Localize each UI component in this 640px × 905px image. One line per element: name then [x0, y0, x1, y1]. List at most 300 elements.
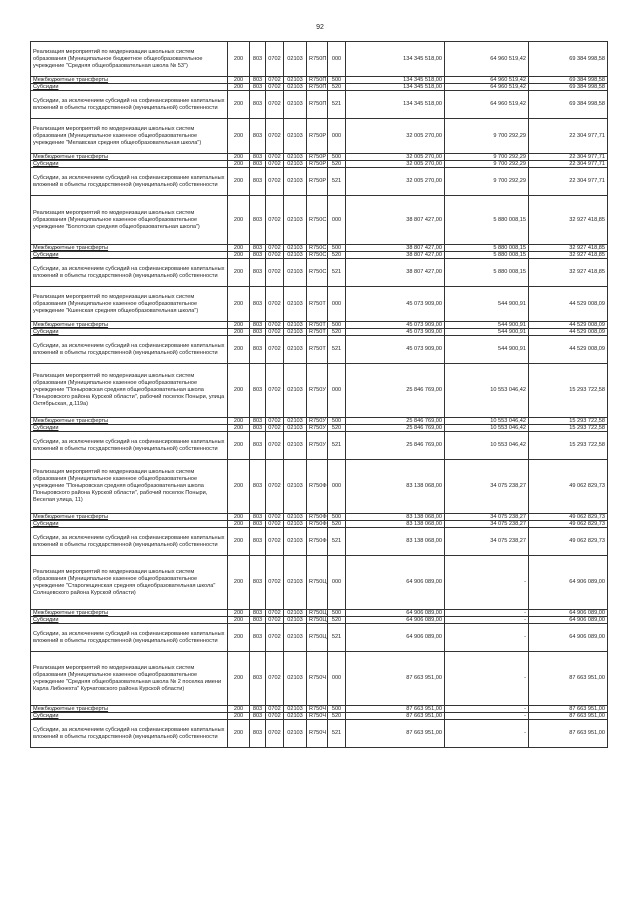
amount-regional: 22 304 977,71: [529, 168, 608, 196]
amount-total: 134 345 518,00: [346, 77, 445, 84]
subsection-code: 0702: [266, 521, 284, 528]
program-code: 02103: [284, 252, 307, 259]
direction-code: R750Т: [307, 336, 328, 364]
row-name: Реализация мероприятий по модернизации школьных систем образования (Муниципальное казенное общеобразовательное учреждение "Поныровская средняя общеобразовательная школа Поныровского района Курской области", рабочий поселок Поныри, улица Октябрьская, д.119а): [31, 364, 228, 418]
amount-total: 83 138 068,00: [346, 460, 445, 514]
amount-federal: 9 700 292,29: [445, 154, 529, 161]
row-name: Субсидии: [31, 84, 228, 91]
program-code: 02103: [284, 720, 307, 748]
program-code: 02103: [284, 652, 307, 706]
amount-federal: -: [445, 624, 529, 652]
table-row: [31, 610, 608, 617]
expense-type-code: 000: [328, 42, 346, 77]
section-code: 803: [250, 77, 266, 84]
expense-type-code: 000: [328, 196, 346, 245]
expense-type-code: 500: [328, 706, 346, 713]
amount-federal: 34 075 238,27: [445, 514, 529, 521]
amount-federal: 544 900,91: [445, 336, 529, 364]
amount-regional: 69 384 998,58: [529, 84, 608, 91]
grbs-code: 200: [228, 528, 250, 556]
grbs-code: 200: [228, 42, 250, 77]
section-code: 803: [250, 161, 266, 168]
table-row: [31, 720, 608, 748]
subsection-code: 0702: [266, 336, 284, 364]
amount-regional: 15 293 722,58: [529, 425, 608, 432]
program-code: 02103: [284, 556, 307, 610]
amount-regional: 69 384 998,58: [529, 77, 608, 84]
table-row: [31, 514, 608, 521]
grbs-code: 200: [228, 259, 250, 287]
section-code: 803: [250, 425, 266, 432]
amount-total: 134 345 518,00: [346, 91, 445, 119]
direction-code: R750У: [307, 425, 328, 432]
direction-code: R750П: [307, 91, 328, 119]
subsection-code: 0702: [266, 720, 284, 748]
table-row: [31, 617, 608, 624]
grbs-code: 200: [228, 514, 250, 521]
amount-federal: 64 960 519,42: [445, 77, 529, 84]
program-code: 02103: [284, 245, 307, 252]
amount-total: 45 073 909,00: [346, 322, 445, 329]
amount-total: 83 138 068,00: [346, 514, 445, 521]
amount-regional: 49 062 829,73: [529, 528, 608, 556]
expense-type-code: 000: [328, 652, 346, 706]
subsection-code: 0702: [266, 196, 284, 245]
amount-regional: 87 663 951,00: [529, 720, 608, 748]
section-code: 803: [250, 610, 266, 617]
direction-code: R750С: [307, 245, 328, 252]
section-code: 803: [250, 624, 266, 652]
budget-table-body: [31, 42, 608, 748]
grbs-code: 200: [228, 161, 250, 168]
amount-federal: -: [445, 610, 529, 617]
expense-type-code: 520: [328, 425, 346, 432]
row-name: Межбюджетные трансферты: [31, 418, 228, 425]
grbs-code: 200: [228, 322, 250, 329]
amount-regional: 64 906 089,00: [529, 617, 608, 624]
table-row: [31, 168, 608, 196]
section-code: 803: [250, 706, 266, 713]
program-code: 02103: [284, 119, 307, 154]
grbs-code: 200: [228, 154, 250, 161]
amount-total: 25 846 769,00: [346, 425, 445, 432]
section-code: 803: [250, 259, 266, 287]
subsection-code: 0702: [266, 42, 284, 77]
direction-code: R750Ч: [307, 720, 328, 748]
table-row: [31, 119, 608, 154]
subsection-code: 0702: [266, 514, 284, 521]
expense-type-code: 521: [328, 168, 346, 196]
grbs-code: 200: [228, 77, 250, 84]
table-row: [31, 460, 608, 514]
direction-code: R750Т: [307, 322, 328, 329]
table-row: [31, 196, 608, 245]
amount-regional: 49 062 829,73: [529, 460, 608, 514]
subsection-code: 0702: [266, 624, 284, 652]
table-row: [31, 364, 608, 418]
section-code: 803: [250, 252, 266, 259]
amount-federal: 10 553 046,42: [445, 418, 529, 425]
expense-type-code: 500: [328, 418, 346, 425]
section-code: 803: [250, 196, 266, 245]
amount-federal: -: [445, 713, 529, 720]
amount-total: 64 906 089,00: [346, 556, 445, 610]
program-code: 02103: [284, 77, 307, 84]
expense-type-code: 520: [328, 161, 346, 168]
program-code: 02103: [284, 418, 307, 425]
subsection-code: 0702: [266, 652, 284, 706]
amount-federal: 544 900,91: [445, 329, 529, 336]
amount-regional: 87 663 951,00: [529, 652, 608, 706]
subsection-code: 0702: [266, 77, 284, 84]
grbs-code: 200: [228, 432, 250, 460]
expense-type-code: 521: [328, 259, 346, 287]
row-name: Субсидии: [31, 617, 228, 624]
table-row: [31, 287, 608, 322]
expense-type-code: 500: [328, 322, 346, 329]
grbs-code: 200: [228, 84, 250, 91]
amount-total: 83 138 068,00: [346, 521, 445, 528]
table-row: [31, 432, 608, 460]
section-code: 803: [250, 287, 266, 322]
amount-total: 134 345 518,00: [346, 42, 445, 77]
table-row: [31, 624, 608, 652]
table-row: [31, 42, 608, 77]
row-name: Реализация мероприятий по модернизации школьных систем образования (Муниципальное казенное общеобразовательное учреждение "Кшенская средняя общеобразовательная школа"): [31, 287, 228, 322]
direction-code: R750Ч: [307, 706, 328, 713]
grbs-code: 200: [228, 336, 250, 364]
row-name: Межбюджетные трансферты: [31, 154, 228, 161]
expense-type-code: 500: [328, 77, 346, 84]
expense-type-code: 520: [328, 617, 346, 624]
direction-code: R750Ф: [307, 514, 328, 521]
expense-type-code: 521: [328, 624, 346, 652]
row-name: Субсидии, за исключением субсидий на софинансирование капитальных вложений в объекты государственной (муниципальной) собственности: [31, 336, 228, 364]
section-code: 803: [250, 168, 266, 196]
row-name: Субсидии: [31, 713, 228, 720]
grbs-code: 200: [228, 196, 250, 245]
row-name: Межбюджетные трансферты: [31, 245, 228, 252]
subsection-code: 0702: [266, 252, 284, 259]
amount-regional: 32 927 418,85: [529, 196, 608, 245]
section-code: 803: [250, 556, 266, 610]
amount-total: 134 345 518,00: [346, 84, 445, 91]
expense-type-code: 521: [328, 336, 346, 364]
row-name: Субсидии: [31, 425, 228, 432]
row-name: Субсидии, за исключением субсидий на софинансирование капитальных вложений в объекты государственной (муниципальной) собственности: [31, 528, 228, 556]
row-name: Межбюджетные трансферты: [31, 77, 228, 84]
program-code: 02103: [284, 624, 307, 652]
direction-code: R750Ф: [307, 521, 328, 528]
amount-federal: 34 075 238,27: [445, 521, 529, 528]
amount-federal: 10 553 046,42: [445, 364, 529, 418]
table-row: [31, 252, 608, 259]
row-name: Субсидии, за исключением субсидий на софинансирование капитальных вложений в объекты государственной (муниципальной) собственности: [31, 91, 228, 119]
expense-type-code: 000: [328, 364, 346, 418]
row-name: Субсидии, за исключением субсидий на софинансирование капитальных вложений в объекты государственной (муниципальной) собственности: [31, 624, 228, 652]
direction-code: R750У: [307, 432, 328, 460]
subsection-code: 0702: [266, 154, 284, 161]
row-name: Субсидии: [31, 161, 228, 168]
subsection-code: 0702: [266, 84, 284, 91]
direction-code: R750Ч: [307, 652, 328, 706]
section-code: 803: [250, 617, 266, 624]
direction-code: R750Р: [307, 119, 328, 154]
section-code: 803: [250, 42, 266, 77]
subsection-code: 0702: [266, 706, 284, 713]
program-code: 02103: [284, 514, 307, 521]
table-row: [31, 154, 608, 161]
amount-federal: 5 880 008,15: [445, 252, 529, 259]
amount-federal: -: [445, 706, 529, 713]
program-code: 02103: [284, 168, 307, 196]
table-row: [31, 322, 608, 329]
row-name: Межбюджетные трансферты: [31, 706, 228, 713]
amount-federal: 10 553 046,42: [445, 425, 529, 432]
amount-total: 45 073 909,00: [346, 336, 445, 364]
subsection-code: 0702: [266, 245, 284, 252]
program-code: 02103: [284, 432, 307, 460]
program-code: 02103: [284, 336, 307, 364]
amount-regional: 15 293 722,58: [529, 418, 608, 425]
grbs-code: 200: [228, 460, 250, 514]
amount-total: 87 663 951,00: [346, 706, 445, 713]
amount-total: 32 005 270,00: [346, 154, 445, 161]
amount-total: 38 807 427,00: [346, 252, 445, 259]
program-code: 02103: [284, 91, 307, 119]
table-row: [31, 652, 608, 706]
amount-total: 25 846 769,00: [346, 364, 445, 418]
subsection-code: 0702: [266, 556, 284, 610]
section-code: 803: [250, 364, 266, 418]
section-code: 803: [250, 528, 266, 556]
amount-regional: 15 293 722,58: [529, 364, 608, 418]
grbs-code: 200: [228, 425, 250, 432]
program-code: 02103: [284, 713, 307, 720]
subsection-code: 0702: [266, 168, 284, 196]
row-name: Субсидии, за исключением субсидий на софинансирование капитальных вложений в объекты государственной (муниципальной) собственности: [31, 259, 228, 287]
expense-type-code: 520: [328, 713, 346, 720]
amount-federal: 9 700 292,29: [445, 168, 529, 196]
amount-federal: -: [445, 556, 529, 610]
row-name: Межбюджетные трансферты: [31, 322, 228, 329]
subsection-code: 0702: [266, 610, 284, 617]
direction-code: R750Ц: [307, 556, 328, 610]
subsection-code: 0702: [266, 364, 284, 418]
subsection-code: 0702: [266, 425, 284, 432]
amount-federal: 64 960 519,42: [445, 91, 529, 119]
program-code: 02103: [284, 329, 307, 336]
program-code: 02103: [284, 287, 307, 322]
amount-total: 32 005 270,00: [346, 161, 445, 168]
amount-total: 38 807 427,00: [346, 259, 445, 287]
program-code: 02103: [284, 460, 307, 514]
row-name: Реализация мероприятий по модернизации школьных систем образования (Муниципальное казенное общеобразовательное учреждение "Болотская средняя общеобразовательная школа"): [31, 196, 228, 245]
program-code: 02103: [284, 161, 307, 168]
program-code: 02103: [284, 617, 307, 624]
grbs-code: 200: [228, 706, 250, 713]
direction-code: R750П: [307, 77, 328, 84]
amount-regional: 87 663 951,00: [529, 713, 608, 720]
section-code: 803: [250, 460, 266, 514]
program-code: 02103: [284, 42, 307, 77]
subsection-code: 0702: [266, 259, 284, 287]
amount-federal: 9 700 292,29: [445, 119, 529, 154]
amount-total: 38 807 427,00: [346, 196, 445, 245]
direction-code: R750Ч: [307, 713, 328, 720]
section-code: 803: [250, 119, 266, 154]
program-code: 02103: [284, 528, 307, 556]
amount-regional: 49 062 829,73: [529, 521, 608, 528]
direction-code: R750Т: [307, 329, 328, 336]
program-code: 02103: [284, 706, 307, 713]
row-name: Реализация мероприятий по модернизации школьных систем образования (Муниципальное казенное общеобразовательное учреждение "Старолещинская средняя общеобразовательная школа" Солнцевского района Курской области): [31, 556, 228, 610]
budget-table: [30, 41, 608, 748]
section-code: 803: [250, 418, 266, 425]
direction-code: R750Р: [307, 168, 328, 196]
row-name: Межбюджетные трансферты: [31, 610, 228, 617]
amount-federal: -: [445, 720, 529, 748]
amount-federal: 64 960 519,42: [445, 42, 529, 77]
row-name: Субсидии: [31, 252, 228, 259]
table-row: [31, 418, 608, 425]
program-code: 02103: [284, 364, 307, 418]
subsection-code: 0702: [266, 617, 284, 624]
expense-type-code: 521: [328, 720, 346, 748]
expense-type-code: 500: [328, 245, 346, 252]
grbs-code: 200: [228, 720, 250, 748]
amount-federal: -: [445, 617, 529, 624]
grbs-code: 200: [228, 287, 250, 322]
amount-federal: 544 900,91: [445, 287, 529, 322]
amount-federal: 34 075 238,27: [445, 460, 529, 514]
subsection-code: 0702: [266, 528, 284, 556]
amount-regional: 44 529 008,09: [529, 336, 608, 364]
section-code: 803: [250, 245, 266, 252]
page-number: 92: [316, 24, 324, 31]
amount-federal: -: [445, 652, 529, 706]
program-code: 02103: [284, 196, 307, 245]
direction-code: R750У: [307, 418, 328, 425]
subsection-code: 0702: [266, 329, 284, 336]
expense-type-code: 521: [328, 91, 346, 119]
table-row: [31, 706, 608, 713]
row-name: Реализация мероприятий по модернизации школьных систем образования (Муниципальное казенное общеобразовательное учреждение "Мелавская средняя общеобразовательная школа"): [31, 119, 228, 154]
section-code: 803: [250, 336, 266, 364]
direction-code: R750Р: [307, 154, 328, 161]
amount-regional: 32 927 418,85: [529, 259, 608, 287]
amount-regional: 22 304 977,71: [529, 154, 608, 161]
row-name: Реализация мероприятий по модернизации школьных систем образования (Муниципальное бюджетное общеобразовательное учреждение "Средняя общеобразовательная школа № 53"): [31, 42, 228, 77]
amount-federal: 9 700 292,29: [445, 161, 529, 168]
grbs-code: 200: [228, 624, 250, 652]
direction-code: R750Ц: [307, 610, 328, 617]
direction-code: R750С: [307, 196, 328, 245]
table-row: [31, 713, 608, 720]
program-code: 02103: [284, 259, 307, 287]
section-code: 803: [250, 720, 266, 748]
grbs-code: 200: [228, 329, 250, 336]
amount-total: 45 073 909,00: [346, 329, 445, 336]
amount-total: 83 138 068,00: [346, 528, 445, 556]
expense-type-code: 520: [328, 329, 346, 336]
expense-type-code: 000: [328, 460, 346, 514]
amount-regional: 32 927 418,85: [529, 245, 608, 252]
subsection-code: 0702: [266, 287, 284, 322]
section-code: 803: [250, 432, 266, 460]
expense-type-code: 520: [328, 84, 346, 91]
amount-total: 45 073 909,00: [346, 287, 445, 322]
grbs-code: 200: [228, 245, 250, 252]
amount-regional: 22 304 977,71: [529, 119, 608, 154]
amount-total: 87 663 951,00: [346, 652, 445, 706]
amount-total: 64 906 089,00: [346, 624, 445, 652]
amount-total: 64 906 089,00: [346, 617, 445, 624]
direction-code: R750Ц: [307, 617, 328, 624]
amount-regional: 64 906 089,00: [529, 624, 608, 652]
section-code: 803: [250, 84, 266, 91]
subsection-code: 0702: [266, 161, 284, 168]
table-row: [31, 556, 608, 610]
expense-type-code: 500: [328, 610, 346, 617]
expense-type-code: 000: [328, 119, 346, 154]
row-name: Субсидии, за исключением субсидий на софинансирование капитальных вложений в объекты государственной (муниципальной) собственности: [31, 168, 228, 196]
section-code: 803: [250, 154, 266, 161]
direction-code: R750Ф: [307, 528, 328, 556]
amount-regional: 49 062 829,73: [529, 514, 608, 521]
expense-type-code: 521: [328, 432, 346, 460]
grbs-code: 200: [228, 364, 250, 418]
grbs-code: 200: [228, 119, 250, 154]
expense-type-code: 520: [328, 252, 346, 259]
amount-federal: 544 900,91: [445, 322, 529, 329]
section-code: 803: [250, 652, 266, 706]
table-row: [31, 329, 608, 336]
amount-regional: 69 384 998,58: [529, 91, 608, 119]
grbs-code: 200: [228, 617, 250, 624]
amount-regional: 69 384 998,58: [529, 42, 608, 77]
amount-federal: 5 880 008,15: [445, 196, 529, 245]
row-name: Субсидии: [31, 521, 228, 528]
direction-code: R750Т: [307, 287, 328, 322]
amount-federal: 10 553 046,42: [445, 432, 529, 460]
table-row: [31, 425, 608, 432]
expense-type-code: 521: [328, 528, 346, 556]
grbs-code: 200: [228, 252, 250, 259]
table-row: [31, 91, 608, 119]
table-row: [31, 528, 608, 556]
section-code: 803: [250, 713, 266, 720]
program-code: 02103: [284, 610, 307, 617]
program-code: 02103: [284, 322, 307, 329]
row-name: Субсидии, за исключением субсидий на софинансирование капитальных вложений в объекты государственной (муниципальной) собственности: [31, 720, 228, 748]
section-code: 803: [250, 329, 266, 336]
amount-regional: 44 529 008,09: [529, 322, 608, 329]
amount-total: 87 663 951,00: [346, 720, 445, 748]
expense-type-code: 000: [328, 287, 346, 322]
expense-type-code: 500: [328, 154, 346, 161]
program-code: 02103: [284, 154, 307, 161]
grbs-code: 200: [228, 610, 250, 617]
direction-code: R750У: [307, 364, 328, 418]
section-code: 803: [250, 521, 266, 528]
amount-regional: 87 663 951,00: [529, 706, 608, 713]
amount-total: 25 846 769,00: [346, 432, 445, 460]
amount-regional: 32 927 418,85: [529, 252, 608, 259]
amount-regional: 64 906 089,00: [529, 556, 608, 610]
amount-regional: 64 906 089,00: [529, 610, 608, 617]
direction-code: R750Ц: [307, 624, 328, 652]
